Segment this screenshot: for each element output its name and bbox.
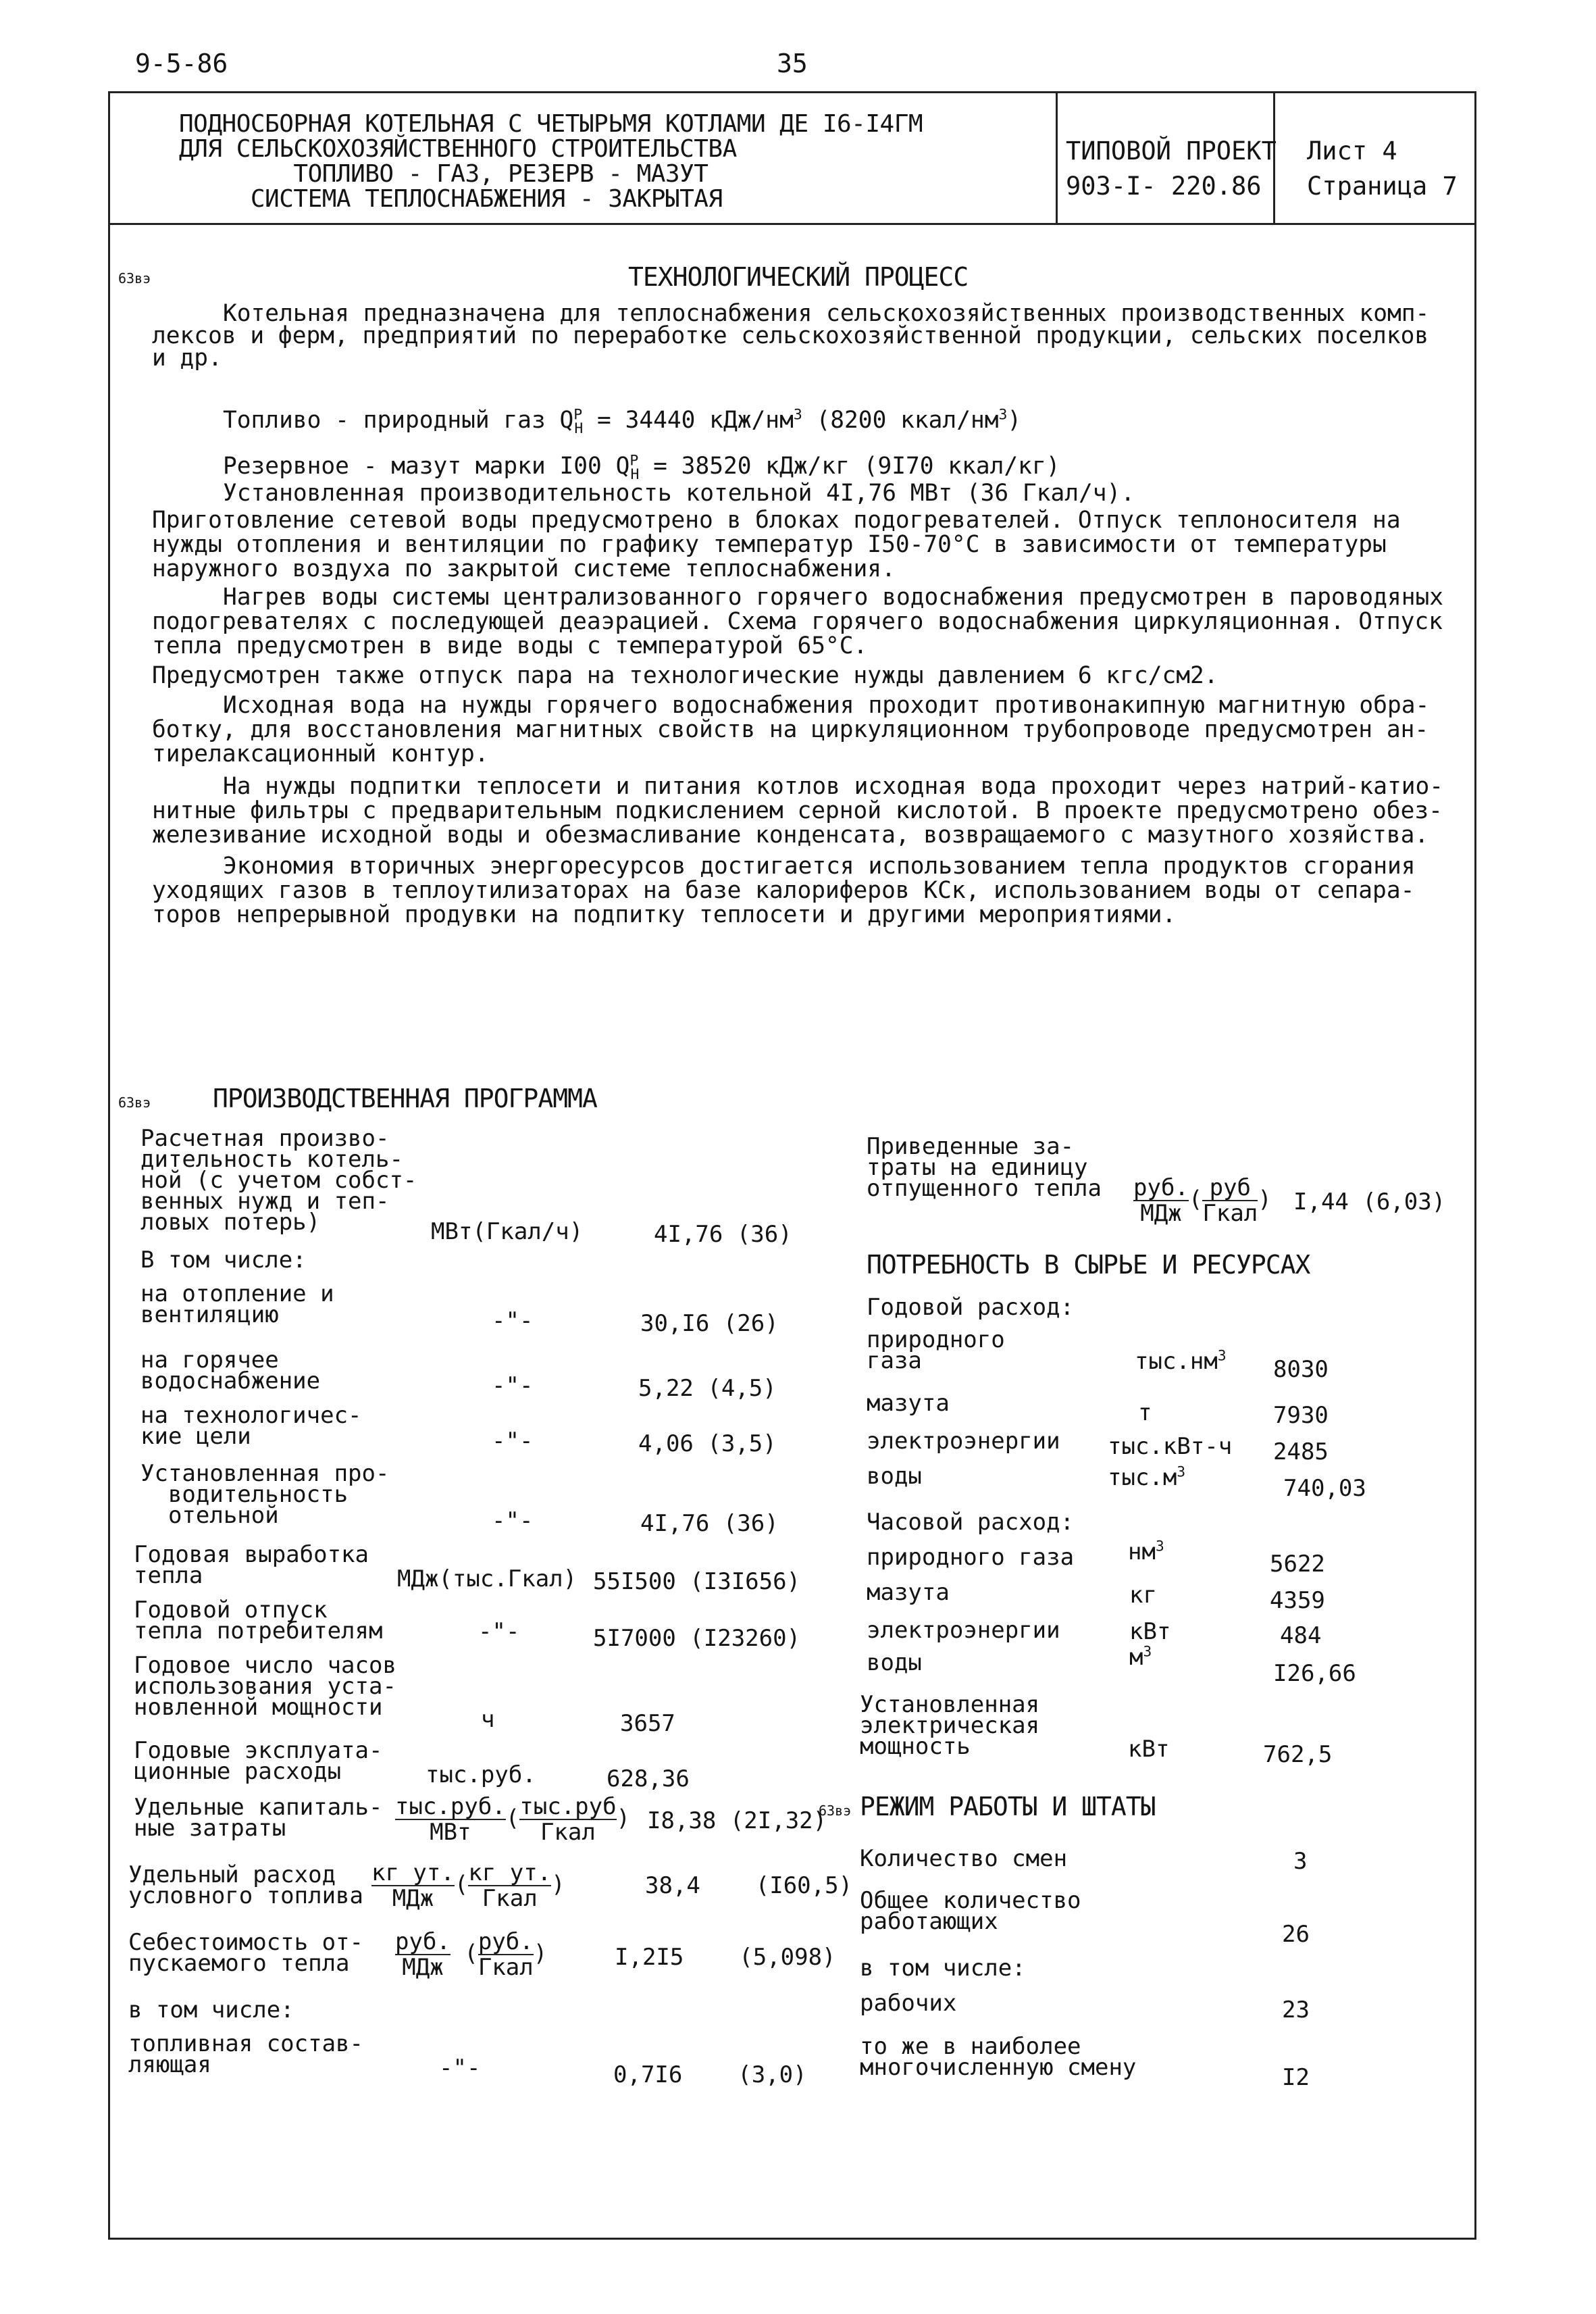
reduced-unit: руб. МДж ( руб Гкал ) bbox=[1133, 1174, 1272, 1227]
page-number: 35 bbox=[777, 49, 808, 78]
workers-label: Общее количество работающих bbox=[860, 1887, 1081, 1935]
fuel-comp-label: топливная состав- ляющая bbox=[128, 2030, 363, 2078]
process-text: Котельная предназначена для теплоснабжения сельскохозяйственных производственных комп- лексов и ферм, предприятий по переработке сельскохозяйственной продукции, сельских поселков и др. Топливо - природный газ $Q^Р_Н = 34440$ кДж/$нм^3$ (8200 ккал/$нм^3$) Резервное - мазут марки I00 $Q^Р_Н = 38520$ кДж/кг (9I70 ккал/кг) Установленная производительность котельной 4I,76 МВт (36 Гкал/ч). Приготовление сетевой воды предусмотрено в блоках подогревателей. Отпуск теплоносителя на нужды отопления и вентиляции по графику температур I50-70°С в зависимости от температуры наружного воздуха по закрытой системе теплоснабжения. Нагрев воды системы централизованного горячего водоснабжения предусмотрен в пароводяных подогревателях с последующей деаэрацией. Схема горячего водоснабжения циркуляционная. Отпуск тепла предусмотрен в виде воды с температурой 65°С. Предусмотрен также отпуск пара на технологические нужды давлением 6 кгс/см2. Исходная вода на нужды горячего водоснабжения проходит противонакипную магнитную обра- ботку, для восстановления магнитных свойств на циркуляционном трубопроводе предусмотрен ан- тирелаксационный контур. На нужды подпитки теплосети и питания котлов исходная вода проходит через натрий-катио- нитные фильтры с предварительным подкислением серной кислотой. В проекте предусмотрено обез- железивание исходной воды и обезмасливание конденсата, возвращаемого с мазутного хозяйства. Экономия вторичных энергоресурсов достигается использованием тепла продуктов сгорания уходящих газов в теплоутилизаторах на базе калориферов КСк, использованием воды от сепара- торов непрерывной продувки на подпитку теплосети и другими мероприятиями. bbox=[152, 300, 1444, 928]
header-project: ТИПОВОЙ ПРОЕКТ 903-I- 220.86 bbox=[1066, 136, 1277, 201]
cost-label: Себестоимость от- пускаемого тепла bbox=[128, 1929, 363, 1977]
biggest-shift-label: то же в наиболее многочисленную смену bbox=[860, 2033, 1137, 2081]
annual-supply-label: Годовой отпуск тепла потребителям bbox=[134, 1596, 383, 1644]
calc-label: Расчетная произво- дительность котель- ной (с учетом собст- венных нужд и теп- ловых потерь) bbox=[140, 1125, 417, 1236]
gas-label: природного газа bbox=[867, 1326, 1005, 1374]
reserve-line: Резервное - мазут марки I00 $Q^Р_Н = 38520$ кДж/кг (9I70 ккал/кг) bbox=[223, 452, 1060, 483]
header-divider bbox=[108, 223, 1476, 225]
heating-label: на отопление и вентиляцию bbox=[140, 1280, 334, 1328]
section-title-program: ПРОИЗВОДСТВЕННАЯ ПРОГРАММА bbox=[213, 1084, 597, 1113]
section-title-resources: ПОТРЕБНОСТЬ В СЫРЬЕ И РЕСУРСАХ bbox=[867, 1250, 1310, 1280]
page-code: 9-5-86 bbox=[135, 49, 228, 78]
reduced-label: Приведенные за- траты на единицу отпущенного тепла bbox=[867, 1133, 1102, 1202]
installed-label: Установленная про- водительность отельной bbox=[140, 1460, 390, 1529]
fuel-line: Топливо - природный газ $Q^Р_Н = 34440$ кДж/$нм^3$ (8200 ккал/$нм^3$) bbox=[223, 406, 1022, 437]
section-title-process: ТЕХНОЛОГИЧЕСКИЙ ПРОЦЕСС bbox=[628, 262, 969, 292]
margin-mark: 63вэ bbox=[118, 1095, 151, 1111]
section-title-staff: РЕЖИМ РАБОТЫ И ШТАТЫ bbox=[860, 1792, 1156, 1821]
header-title: ПОДНОСБОРНАЯ КОТЕЛЬНАЯ С ЧЕТЫРЬМЯ КОТЛАМИ ДЕ I6-I4ГМ ДЛЯ СЕЛЬСКОХОЗЯЙСТВЕННОГО СТРОИТЕЛЬСТВА ТОПЛИВО - ГАЗ, РЕЗЕРВ - МАЗУТ СИСТЕМА ТЕПЛОСНАБЖЕНИЯ - ЗАКРЫТАЯ bbox=[179, 110, 923, 213]
fuel-unit: кг ут. МДж ( кг ут. Гкал ) bbox=[371, 1859, 565, 1912]
cost-unit: руб. МДж ( руб. Гкал ) bbox=[395, 1928, 548, 1981]
header-vline-1 bbox=[1056, 91, 1058, 223]
margin-mark: 63вэ bbox=[819, 1803, 852, 1819]
installed-power-label: Установленная электрическая мощность bbox=[860, 1691, 1040, 1760]
tech-label: на технологичес- кие цели bbox=[140, 1402, 362, 1450]
annual-output-label: Годовая выработка тепла bbox=[134, 1541, 369, 1589]
hours-label: Годовое число часов использования уста- новленной мощности bbox=[134, 1652, 396, 1721]
fuel-label: Удельный расход условного топлива bbox=[128, 1861, 363, 1909]
hotwater-label: на горячее водоснабжение bbox=[140, 1347, 321, 1394]
opex-label: Годовые эксплуата- ционные расходы bbox=[134, 1737, 383, 1785]
capex-unit: тыс.руб. МВт ( тыс.руб Гкал ) bbox=[395, 1793, 631, 1846]
header-sheet: Лист 4 Страница 7 bbox=[1307, 136, 1458, 201]
capex-label: Удельные капиталь- ные затраты bbox=[134, 1794, 383, 1842]
margin-mark: 63вэ bbox=[118, 270, 151, 286]
